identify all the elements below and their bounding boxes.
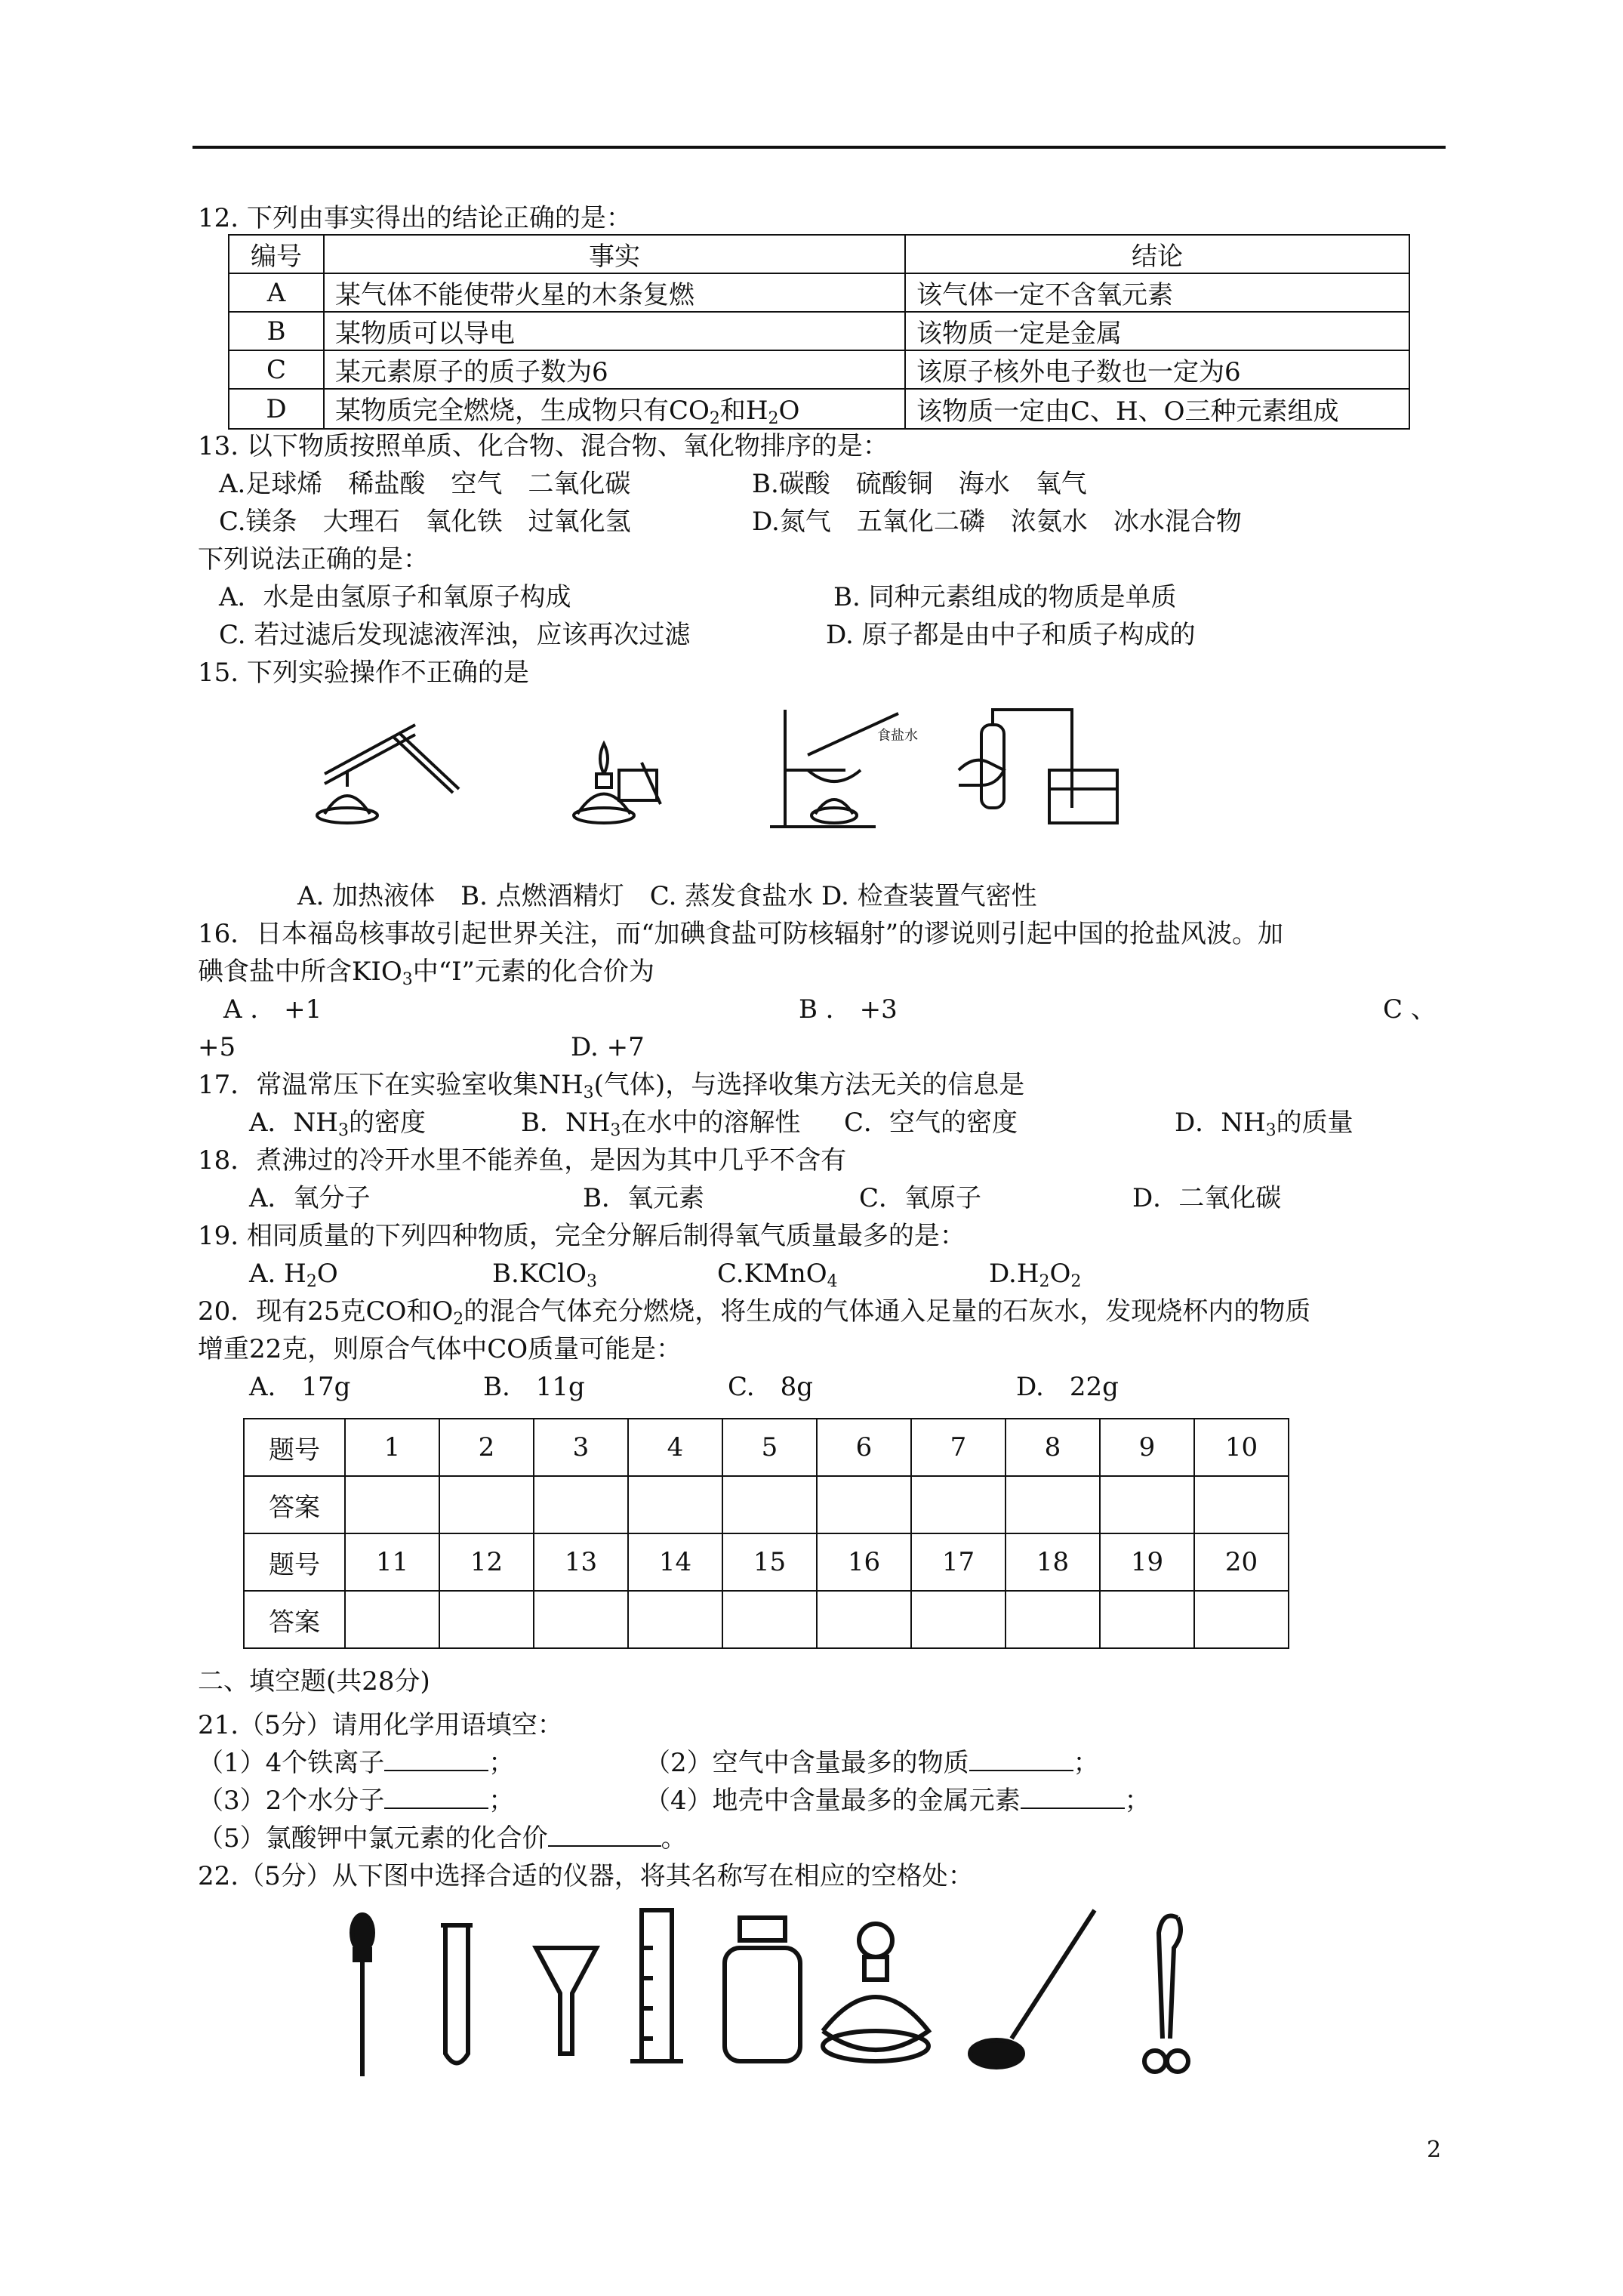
q16-line2 <box>198 954 654 997</box>
question-number: 2 <box>439 1419 534 1476</box>
q17-stem <box>198 1068 1024 1111</box>
q18-option-a: A．氧分子 <box>249 1183 371 1213</box>
q12-header-id: 编号 <box>229 235 324 273</box>
q12-row-id: C <box>229 350 324 389</box>
table-row <box>229 312 1409 350</box>
table-row <box>244 1533 1289 1591</box>
q14-option-b: B. 同种元素组成的物质是单质 <box>833 582 1177 612</box>
text: 碘食盐中所含KIO <box>198 957 402 987</box>
answer-cell[interactable] <box>722 1476 817 1533</box>
answer-cell[interactable] <box>628 1591 722 1648</box>
text: O <box>1049 1259 1071 1289</box>
q16-option-d: D. +7 <box>571 1032 645 1062</box>
text: D.H <box>989 1259 1039 1289</box>
fact-text: 某物质完全燃烧，生成物只有CO <box>335 396 710 426</box>
q20-line1 <box>198 1294 1310 1337</box>
question-number: 5 <box>722 1419 817 1476</box>
q13-stem: 13. 以下物质按照单质、化合物、混合物、氧化物排序的是： <box>198 431 888 461</box>
answer-cell[interactable] <box>1100 1476 1194 1533</box>
answer-cell[interactable] <box>1006 1476 1100 1533</box>
fact-text: O <box>778 396 800 426</box>
q20-option-c: C. 8g <box>728 1372 814 1402</box>
number-label: 题号 <box>244 1533 345 1591</box>
question-number: 11 <box>345 1533 439 1591</box>
table-row <box>244 1476 1289 1533</box>
question-number: 10 <box>1194 1419 1289 1476</box>
question-number: 4 <box>628 1419 722 1476</box>
subscript: 2 <box>453 1310 464 1329</box>
q16-option-a: A ． +1 <box>223 994 322 1025</box>
answer-cell[interactable] <box>911 1476 1006 1533</box>
answer-cell[interactable] <box>817 1476 911 1533</box>
q12-row-id: A <box>229 273 324 312</box>
measuring-cylinder-icon <box>630 1910 683 2061</box>
gas-bottle-icon <box>725 1918 800 2061</box>
subscript: 3 <box>583 1083 594 1102</box>
q17-option-a <box>249 1105 426 1148</box>
question-number: 8 <box>1006 1419 1100 1476</box>
text: 的混合气体充分燃烧，将生成的气体通入足量的石灰水，发现烧杯内的物质 <box>463 1296 1311 1327</box>
heating-liquid-icon <box>317 725 459 823</box>
q22-stem: 22.（5分）从下图中选择合适的仪器，将其名称写在相应的空格处： <box>198 1861 974 1891</box>
q12-row-conclusion: 该原子核外电子数也一定为6 <box>905 350 1409 389</box>
q21-item-3 <box>198 1783 514 1818</box>
answer-cell[interactable] <box>534 1476 628 1533</box>
answer-blank[interactable] <box>969 1747 1073 1771</box>
header-rule <box>192 146 1446 149</box>
spoon-icon <box>970 1910 1095 2067</box>
q15-stem: 15. 下列实验操作不正确的是 <box>198 658 529 688</box>
question-number: 20 <box>1194 1533 1289 1591</box>
test-tube-icon <box>441 1925 473 2063</box>
question-number: 1 <box>345 1419 439 1476</box>
q13-option-c: C.镁条 大理石 氧化铁 过氧化氢 <box>219 507 631 537</box>
question-number: 17 <box>911 1533 1006 1591</box>
answer-cell[interactable] <box>1100 1591 1194 1648</box>
answer-cell[interactable] <box>1006 1591 1100 1648</box>
subscript: 3 <box>610 1121 621 1140</box>
q12-row-conclusion: 该物质一定由C、H、O三种元素组成 <box>905 389 1409 429</box>
text: A. H <box>249 1259 306 1289</box>
answer-cell[interactable] <box>534 1591 628 1648</box>
subscript: 4 <box>827 1272 838 1291</box>
q19-option-d <box>989 1256 1081 1299</box>
answer-cell[interactable] <box>345 1591 439 1648</box>
subscript: 2 <box>1070 1272 1082 1291</box>
subscript: 3 <box>402 970 413 989</box>
q20-option-b: B. 11g <box>483 1372 585 1402</box>
q20-line2: 增重22克，则原合气体中CO质量可能是： <box>198 1334 682 1364</box>
answer-cell[interactable] <box>817 1591 911 1648</box>
text: D．NH <box>1175 1108 1266 1138</box>
q14-option-a: A．水是由氢原子和氧原子构成 <box>219 582 571 612</box>
text: 17．常温常压下在实验室收集NH <box>198 1070 584 1100</box>
q12-row-fact: 某气体不能使带火星的木条复燃 <box>324 273 905 312</box>
answer-blank[interactable] <box>384 1747 488 1771</box>
q12-row-id: D <box>229 389 324 429</box>
answer-cell[interactable] <box>722 1591 817 1648</box>
q19-option-a <box>249 1256 338 1299</box>
q12-table <box>228 234 1410 430</box>
question-number: 16 <box>817 1533 911 1591</box>
answer-blank[interactable] <box>548 1823 661 1847</box>
text: 的质量 <box>1276 1108 1354 1138</box>
answer-cell[interactable] <box>1194 1476 1289 1533</box>
funnel-icon <box>536 1948 596 2054</box>
q17-option-c: C．空气的密度 <box>844 1108 1018 1138</box>
q17-option-b <box>521 1105 800 1148</box>
subscript: 3 <box>337 1121 349 1140</box>
question-number: 7 <box>911 1419 1006 1476</box>
q15-options: A. 加热液体 B. 点燃酒精灯 C. 蒸发食盐水 D. 检查装置气密性 <box>297 881 1037 911</box>
q13-option-a: A.足球烯 稀盐酸 空气 二氧化碳 <box>219 469 631 499</box>
q16-option-c-value: +5 <box>198 1032 236 1062</box>
item-text: （3）2个水分子 <box>198 1786 385 1816</box>
q12-row-conclusion: 该物质一定是金属 <box>905 312 1409 350</box>
number-label: 题号 <box>244 1419 345 1476</box>
answer-label: 答案 <box>244 1591 345 1648</box>
punctuation: ； <box>1124 1786 1150 1816</box>
answer-blank[interactable] <box>384 1785 488 1809</box>
answer-table <box>243 1418 1289 1649</box>
q20-option-d: D. 22g <box>1016 1372 1119 1402</box>
text: C.KMnO <box>717 1259 827 1289</box>
answer-cell[interactable] <box>628 1476 722 1533</box>
q21-item-4 <box>645 1783 1150 1818</box>
answer-cell[interactable] <box>1194 1591 1289 1648</box>
table-row <box>229 273 1409 312</box>
q14-stem: 下列说法正确的是： <box>198 544 429 575</box>
q21-item-2 <box>645 1746 1099 1780</box>
text: O <box>316 1259 338 1289</box>
q19-option-c <box>717 1256 838 1299</box>
punctuation: ； <box>1073 1748 1099 1778</box>
q19-option-b <box>492 1256 597 1299</box>
q12-row-id: B <box>229 312 324 350</box>
question-number: 9 <box>1100 1419 1194 1476</box>
salt-water-label: 食盐水 <box>877 728 918 744</box>
subscript: 3 <box>1265 1121 1277 1140</box>
punctuation: ； <box>488 1786 515 1816</box>
q18-option-b: B．氧元素 <box>583 1183 704 1213</box>
lab-operations-figure <box>302 702 1132 831</box>
text: 20．现有25克CO和O <box>198 1296 454 1327</box>
table-row <box>229 350 1409 389</box>
q12-row-fact: 某元素原子的质子数为6 <box>324 350 905 389</box>
q13-option-b: B.碳酸 硫酸铜 海水 氧气 <box>752 469 1087 499</box>
dropper-icon <box>352 1915 373 2076</box>
q20-option-a: A. 17g <box>249 1372 351 1402</box>
q12-row-fact: 某物质可以导电 <box>324 312 905 350</box>
text: 在水中的溶解性 <box>621 1108 801 1138</box>
q21-item-5 <box>198 1821 687 1856</box>
subscript: 2 <box>1039 1272 1050 1291</box>
answer-cell[interactable] <box>439 1591 534 1648</box>
page-number: 2 <box>1427 2137 1442 2163</box>
answer-cell[interactable] <box>439 1476 534 1533</box>
text: A．NH <box>249 1108 338 1138</box>
q12-stem: 12. 下列由事实得出的结论正确的是： <box>198 203 632 233</box>
fact-text: 和H <box>719 396 768 426</box>
q13-option-d: D.氮气 五氧化二磷 浓氨水 冰水混合物 <box>752 507 1242 537</box>
q16-option-b: B ． +3 <box>799 994 898 1025</box>
q16-option-c: C 、 <box>1383 994 1437 1025</box>
table-row <box>244 1419 1289 1476</box>
subscript: 2 <box>709 409 720 428</box>
text: B．NH <box>521 1108 611 1138</box>
answer-cell[interactable] <box>345 1476 439 1533</box>
question-number: 12 <box>439 1533 534 1591</box>
question-number: 14 <box>628 1533 722 1591</box>
item-text: （2）空气中含量最多的物质 <box>645 1748 969 1778</box>
tongs-icon <box>1144 1916 1188 2073</box>
answer-blank[interactable] <box>1021 1785 1125 1809</box>
q17-option-d <box>1175 1105 1354 1148</box>
subscript: 3 <box>587 1272 598 1291</box>
q14-option-d: D. 原子都是由中子和质子构成的 <box>826 620 1196 650</box>
text: 中“I”元素的化合价为 <box>412 957 654 987</box>
q12-row-fact <box>324 389 905 429</box>
lighting-lamp-icon <box>574 744 661 823</box>
q18-stem: 18．煮沸过的冷开水里不能养鱼，是因为其中几乎不含有 <box>198 1145 847 1176</box>
q21-item-1 <box>198 1746 514 1780</box>
text: B.KClO <box>492 1259 587 1289</box>
q16-line1: 16．日本福岛核事故引起世界关注，而“加碘食盐可防核辐射”的谬说则引起中国的抢盐风波。加 <box>198 919 1284 949</box>
answer-label: 答案 <box>244 1476 345 1533</box>
airtightness-icon <box>959 710 1117 823</box>
table-row <box>229 389 1409 429</box>
subscript: 2 <box>306 1272 317 1291</box>
question-number: 15 <box>722 1533 817 1591</box>
question-number: 6 <box>817 1419 911 1476</box>
table-row <box>244 1591 1289 1648</box>
item-text: （5）氯酸钾中氯元素的化合价 <box>198 1823 548 1854</box>
q12-row-conclusion: 该气体一定不含氧元素 <box>905 273 1409 312</box>
punctuation: ； <box>488 1748 515 1778</box>
instruments-figure <box>332 1903 1223 2084</box>
q14-option-c: C. 若过滤后发现滤液浑浊，应该再次过滤 <box>219 620 691 650</box>
question-number: 3 <box>534 1419 628 1476</box>
question-number: 13 <box>534 1533 628 1591</box>
text: (气体)，与选择收集方法无关的信息是 <box>593 1070 1025 1100</box>
item-text: （4）地壳中含量最多的金属元素 <box>645 1786 1021 1816</box>
q19-stem: 19. 相同质量的下列四种物质，完全分解后制得氧气质量最多的是： <box>198 1221 965 1251</box>
punctuation: 。 <box>661 1823 687 1854</box>
question-number: 19 <box>1100 1533 1194 1591</box>
section-heading: 二、填空题(共28分) <box>198 1666 430 1697</box>
alcohol-lamp-icon <box>823 1924 929 2061</box>
text: 的密度 <box>348 1108 426 1138</box>
q12-header-conclusion: 结论 <box>905 235 1409 273</box>
question-number: 18 <box>1006 1533 1100 1591</box>
item-text: （1）4个铁离子 <box>198 1748 385 1778</box>
q18-option-d: D．二氧化碳 <box>1132 1183 1282 1213</box>
answer-cell[interactable] <box>911 1591 1006 1648</box>
q12-header-fact: 事实 <box>324 235 905 273</box>
subscript: 2 <box>768 409 779 428</box>
q18-option-c: C．氧原子 <box>859 1183 982 1213</box>
q21-stem: 21.（5分）请用化学用语填空： <box>198 1710 563 1740</box>
